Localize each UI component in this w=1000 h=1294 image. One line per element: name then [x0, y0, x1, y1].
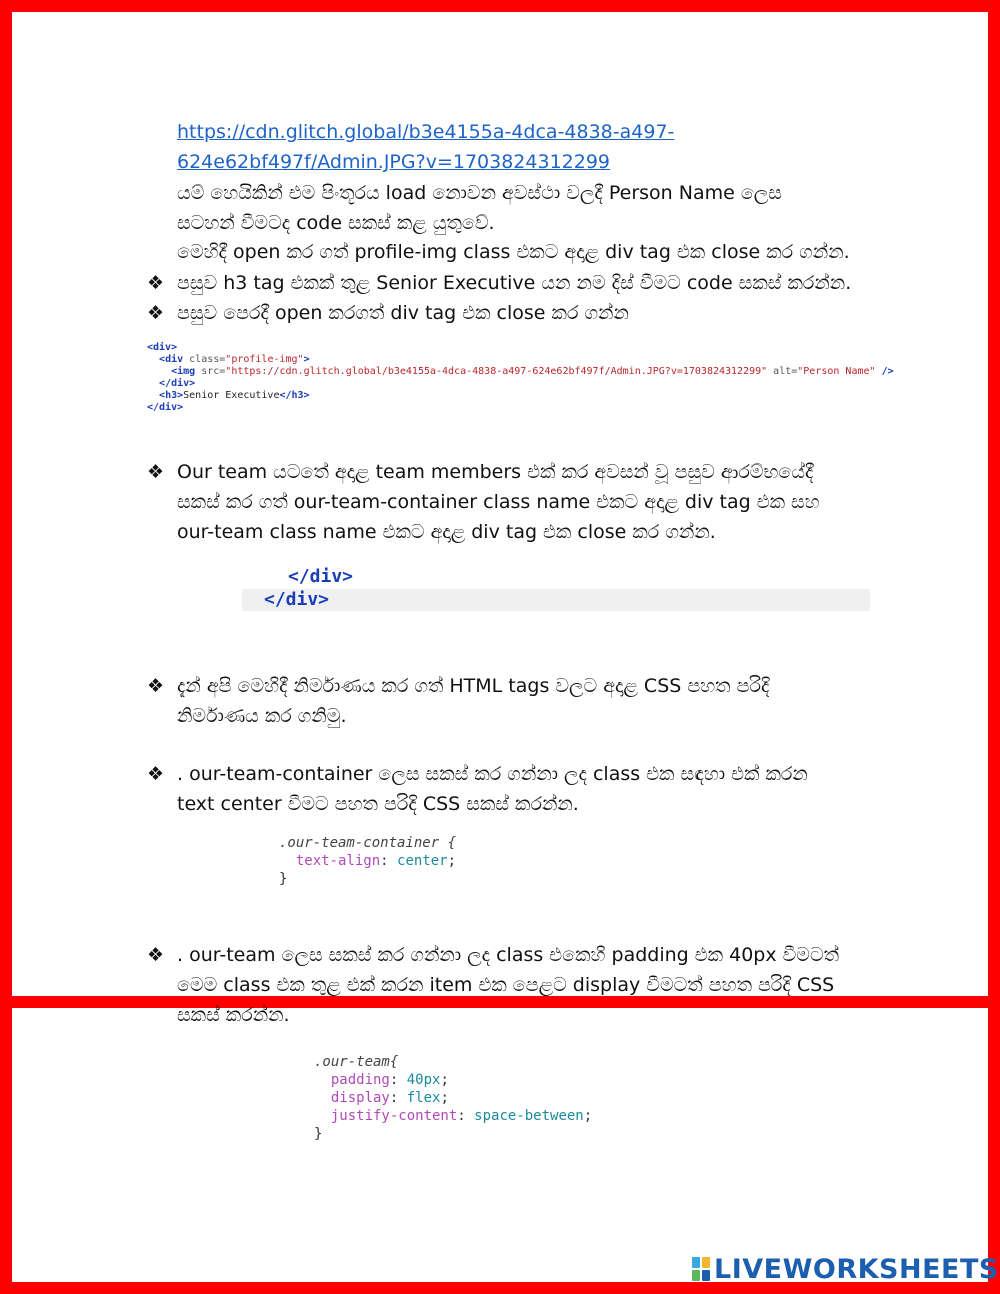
code-token: </h3>: [279, 390, 310, 401]
logo-text: LIVEWORKSHEETS: [714, 1253, 999, 1285]
image-url-link-line-1[interactable]: https://cdn.glitch.global/b3e4155a-4dca-4838-a497-: [177, 121, 675, 143]
image-url-link-line-2[interactable]: 624e62bf497f/Admin.JPG?v=1703824312299: [177, 151, 611, 173]
css-property: justify-content: [330, 1108, 458, 1124]
bullet-text: මෙම class එක තුළ එක් කරන item එක පෙළට display වීමටත් පහත පරිදි CSS: [177, 974, 835, 996]
code-token: <img: [171, 366, 196, 377]
bullet-text: සකස් කර ගත් our-team-container class name එකට අදාළ div tag එක සහ: [177, 491, 820, 513]
code-token: class=: [183, 354, 226, 365]
css-brace: }: [314, 1126, 323, 1142]
css-value: center: [397, 853, 448, 869]
css-code-snippet: .our-team{ padding: 40px; display: flex; justify-content: space-between; }: [314, 1054, 593, 1142]
css-property: text-align: [295, 853, 381, 869]
css-value: space-between: [474, 1108, 584, 1124]
css-selector: .our-team{: [314, 1054, 399, 1070]
bullet-text: text center වීමට පහත පරිදි CSS සකස් කරන්න.: [177, 793, 579, 815]
page-frame-bottom: [0, 996, 1000, 1294]
css-code-snippet: .our-team-container { text-align: center; }: [279, 835, 457, 887]
code-token: Senior Executive: [183, 390, 280, 401]
html-code-snippet: [147, 342, 894, 414]
highlight-line: [242, 589, 870, 611]
code-line: </div>: [264, 589, 330, 610]
paragraph-line: සටහන් වීමටද code සකස් කළ යුතුවේ.: [177, 212, 495, 234]
bullet-text: පසුව h3 tag එකක් තුළ Senior Executive යන නම දිස් වීමට code සකස් කරන්න.: [177, 272, 852, 294]
bullet-text: සකස් කරන්න.: [177, 1004, 290, 1026]
css-brace: }: [279, 871, 288, 887]
liveworksheets-logo: [692, 1254, 999, 1284]
bullet-text: පසුව පෙරදී open කරගත් div tag එක close කර ගන්න: [177, 302, 629, 324]
bullet-text: Our team යටතේ අදාළ team members එක් කර අවසන් වූ පසුව ආරම්භයේදී: [177, 461, 814, 483]
code-token: <div: [159, 354, 184, 365]
code-token: "https://cdn.glitch.global/b3e4155a-4dca-4838-a497-624e62bf497f/Admin.JPG?v=1703824312299": [225, 366, 768, 377]
code-token: </div>: [147, 402, 184, 413]
code-line: </div>: [288, 566, 354, 587]
bullet-text: . our-team-container ලෙස සකස් කර ගන්නා ලද class එක සඳහා එක් කරන: [177, 763, 808, 785]
logo-icon: [692, 1257, 710, 1281]
code-token: alt=: [767, 366, 798, 377]
paragraph-line: යම් හෙයිකින් එම පිංතූරය load නොවන අවස්ථා වලදී Person Name ලෙස: [177, 182, 782, 204]
bullet-icon: ❖: [147, 272, 165, 294]
css-value: 40px: [406, 1072, 441, 1088]
bullet-icon: ❖: [147, 302, 165, 324]
bullet-icon: ❖: [147, 763, 165, 785]
code-token: <div>: [147, 342, 178, 353]
bullet-icon: ❖: [147, 944, 165, 966]
code-token: </div>: [159, 378, 196, 389]
code-token: >: [303, 354, 310, 365]
bullet-icon: ❖: [147, 461, 165, 483]
bullet-text: දැන් අපි මෙහිදී නිර්මාණය කර ගත් HTML tags වලට අදාළ CSS පහත පරිදි: [177, 675, 770, 697]
code-token: src=: [195, 366, 226, 377]
code-token: "Person Name": [797, 366, 876, 377]
code-token: <h3>: [159, 390, 184, 401]
code-token: "profile-img": [225, 354, 304, 365]
paragraph-line: මෙහිදී open කර ගත් profile-img class එකට අදාළ div tag එක close කර ගන්න.: [177, 241, 850, 263]
bullet-icon: ❖: [147, 675, 165, 697]
css-property: padding: [330, 1072, 390, 1088]
bullet-text: . our-team ලෙස සකස් කර ගන්නා ලද class එකෙහි padding එක 40px වීමටත්: [177, 944, 840, 966]
bullet-text: our-team class name එකට අදාළ div tag එක close කර ගන්න.: [177, 521, 716, 543]
css-value: flex: [406, 1090, 441, 1106]
bullet-text: නිර්මාණය කර ගනිමු.: [177, 705, 347, 727]
css-property: display: [330, 1090, 390, 1106]
code-token: />: [875, 366, 894, 377]
css-selector: .our-team-container {: [279, 835, 457, 851]
div-close-snippet: [242, 565, 870, 611]
